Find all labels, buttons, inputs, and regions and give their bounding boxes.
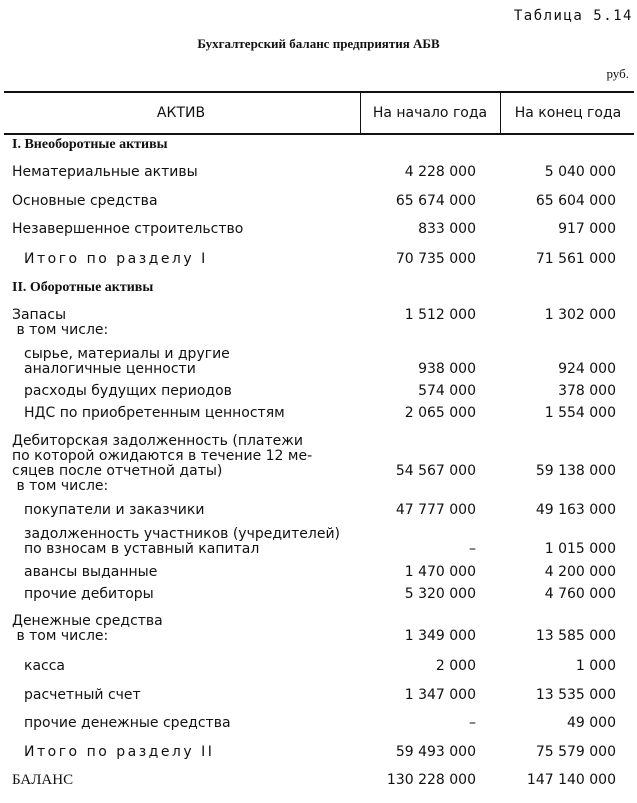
value-end: 917 000 [558, 221, 616, 237]
value-start: 1 347 000 [404, 687, 476, 703]
value-start: 59 493 000 [395, 744, 476, 760]
value-end: 1 302 000 [544, 307, 616, 323]
row-label: прочие дебиторы [24, 586, 154, 602]
table-number: Таблица 5.14 [513, 8, 633, 24]
value-start: 5 320 000 [404, 586, 476, 602]
value-end: 13 585 000 [535, 628, 616, 644]
row-label: Запасы в том числе: [12, 307, 109, 338]
currency-unit: руб. [606, 66, 629, 81]
row-label: расходы будущих периодов [24, 383, 232, 399]
value-end: 924 000 [558, 361, 616, 377]
value-end: 5 040 000 [544, 164, 616, 180]
row-label: Нематериальные активы [12, 164, 198, 180]
value-start: 2 065 000 [404, 405, 476, 421]
value-start: – [469, 715, 476, 731]
row-label: Основные средства [12, 193, 158, 209]
value-start: 938 000 [418, 361, 476, 377]
value-start: 2 000 [435, 658, 476, 674]
value-end: 13 535 000 [535, 687, 616, 703]
row-label: Итого по разделу I [24, 251, 208, 267]
row-label: Незавершенное строительство [12, 221, 244, 237]
value-end: 1 000 [575, 658, 616, 674]
value-start: 54 567 000 [395, 463, 476, 479]
header-end-of-year: На конец года [500, 93, 635, 133]
row-label: II. Оборотные активы [12, 280, 154, 295]
row-label: расчетный счет [24, 687, 141, 703]
row-label: авансы выданные [24, 564, 158, 580]
row-label: касса [24, 658, 66, 674]
row-label: покупатели и заказчики [24, 502, 205, 518]
value-start: 65 674 000 [395, 193, 476, 209]
header-aktiv: АКТИВ [156, 105, 206, 121]
row-label: прочие денежные средства [24, 715, 231, 731]
row-label: сырье, материалы и другие аналогичные ценности [24, 346, 230, 377]
value-end: 378 000 [558, 383, 616, 399]
value-end: 49 000 [567, 715, 616, 731]
value-end: 65 604 000 [535, 193, 616, 209]
row-label: Итого по разделу II [24, 744, 215, 760]
value-start: 1 512 000 [404, 307, 476, 323]
value-end: 75 579 000 [535, 744, 616, 760]
value-end: 71 561 000 [535, 251, 616, 267]
row-label: задолженность участников (учредителей) по взносам в уставный капитал [24, 526, 341, 557]
value-start: 70 735 000 [395, 251, 476, 267]
value-start: 130 228 000 [386, 772, 476, 788]
row-label: Денежные средства в том числе: [12, 613, 163, 644]
value-start: 4 228 000 [404, 164, 476, 180]
value-start: 47 777 000 [395, 502, 476, 518]
row-label: Дебиторская задолженность (платежи по которой ожидаются в течение 12 ме- сяцев после отчетной даты) в том числе: [12, 433, 313, 494]
value-end: 4 760 000 [544, 586, 616, 602]
value-end: 147 140 000 [526, 772, 616, 788]
row-label: I. Внеоборотные активы [12, 137, 168, 152]
value-start: 1 349 000 [404, 628, 476, 644]
value-start: 1 470 000 [404, 564, 476, 580]
value-end: 1 015 000 [544, 541, 616, 557]
table-header [4, 91, 634, 135]
table-title: Бухгалтерский баланс предприятия АБВ [197, 36, 440, 51]
value-end: 1 554 000 [544, 405, 616, 421]
value-end: 4 200 000 [544, 564, 616, 580]
header-start-of-year: На начало года [360, 93, 499, 133]
value-start: 833 000 [418, 221, 476, 237]
value-start: – [469, 541, 476, 557]
value-end: 49 163 000 [535, 502, 616, 518]
value-end: 59 138 000 [535, 463, 616, 479]
row-label: БАЛАНС [12, 772, 74, 788]
value-start: 574 000 [418, 383, 476, 399]
row-label: НДС по приобретенным ценностям [24, 405, 285, 421]
